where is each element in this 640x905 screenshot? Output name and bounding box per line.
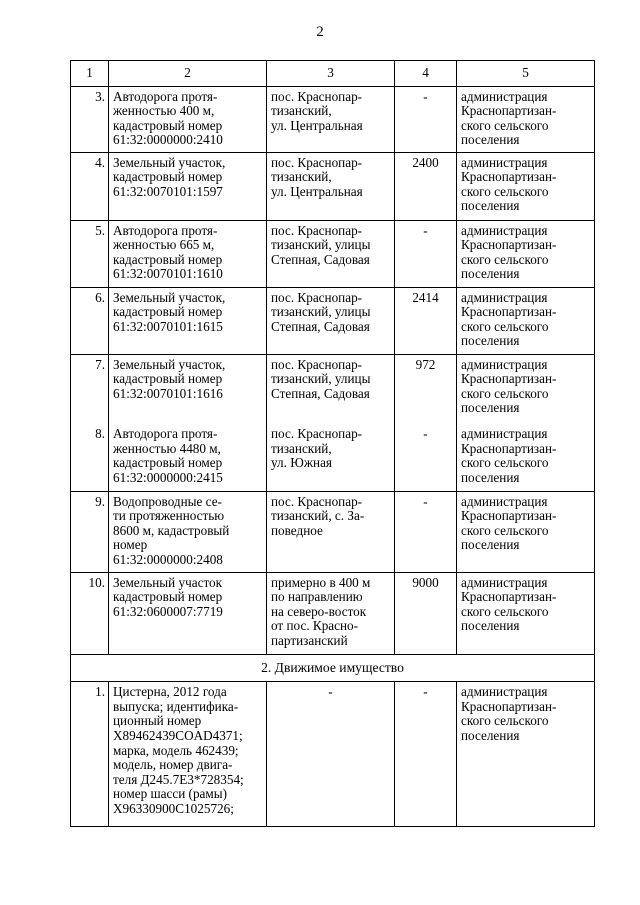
row-area: -: [395, 682, 457, 827]
row-area: 972: [395, 354, 457, 424]
row-number: 6.: [71, 287, 109, 354]
row-number: 7.: [71, 354, 109, 424]
table-row: [71, 491, 595, 572]
row-owner: администрация Краснопартизан- ского сельского поселения: [457, 86, 595, 152]
table-row: [71, 682, 595, 827]
row-area: -: [395, 424, 457, 491]
table-row: [71, 152, 595, 220]
row-number: 8.: [71, 424, 109, 491]
header-col-4: 4: [395, 61, 457, 87]
row-name: Автодорога протя- женностью 665 м, кадастровый номер 61:32:0070101:1610: [109, 220, 267, 287]
row-owner: администрация Краснопартизан- ского сельского поселения: [457, 491, 595, 572]
property-table: [70, 60, 595, 827]
page-number: 2: [316, 24, 324, 40]
row-address: пос. Краснопар- тизанский, с. За- поведное: [267, 491, 395, 572]
row-address: пос. Краснопар- тизанский, улицы Степная, Садовая: [267, 220, 395, 287]
table-header-row: [71, 61, 595, 87]
row-area: 2400: [395, 152, 457, 220]
row-name: Водопроводные се- ти протяженностью 8600 м, кадастровый номер 61:32:0000000:2408: [109, 491, 267, 572]
row-owner: администрация Краснопартизан- ского сельского поселения: [457, 287, 595, 354]
row-name: Земельный участок, кадастровый номер 61:32:0070101:1616: [109, 354, 267, 424]
table-row: [71, 354, 595, 424]
header-col-2: 2: [109, 61, 267, 87]
row-area: -: [395, 491, 457, 572]
row-name: Автодорога протя- женностью 4480 м, кадастровый номер 61:32:0000000:2415: [109, 424, 267, 491]
table-row: [71, 424, 595, 491]
row-owner: администрация Краснопартизан- ского сельского поселения: [457, 220, 595, 287]
row-address: пос. Краснопар- тизанский, улицы Степная, Садовая: [267, 354, 395, 424]
row-owner: администрация Краснопартизан- ского сельского поселения: [457, 152, 595, 220]
row-name: Земельный участок кадастровый номер 61:32:0600007:7719: [109, 572, 267, 654]
header-col-1: 1: [71, 61, 109, 87]
row-number: 1.: [71, 682, 109, 827]
row-number: 10.: [71, 572, 109, 654]
row-address: пос. Краснопар- тизанский, улицы Степная, Садовая: [267, 287, 395, 354]
row-name: Цистерна, 2012 года выпуска; идентифика- ционный номер X89462439COAD4371; марка, модель 462439; модель, номер двига- теля Д245.7Е3*728354; номер шасси (рамы) X96330900C1025726;: [109, 682, 267, 827]
row-number: 9.: [71, 491, 109, 572]
row-area: 2414: [395, 287, 457, 354]
row-address: -: [267, 682, 395, 827]
row-name: Земельный участок, кадастровый номер 61:32:0070101:1615: [109, 287, 267, 354]
row-number: 4.: [71, 152, 109, 220]
row-name: Автодорога протя- женностью 400 м, кадастровый номер 61:32:0000000:2410: [109, 86, 267, 152]
header-col-3: 3: [267, 61, 395, 87]
table-row: [71, 572, 595, 654]
row-owner: администрация Краснопартизан- ского сельского поселения: [457, 682, 595, 827]
table-row: [71, 86, 595, 152]
table-row: [71, 287, 595, 354]
row-address: пос. Краснопар- тизанский, ул. Центральная: [267, 152, 395, 220]
row-area: 9000: [395, 572, 457, 654]
table-row: [71, 220, 595, 287]
row-name: Земельный участок, кадастровый номер 61:32:0070101:1597: [109, 152, 267, 220]
row-owner: администрация Краснопартизан- ского сельского поселения: [457, 424, 595, 491]
row-area: -: [395, 220, 457, 287]
row-number: 5.: [71, 220, 109, 287]
row-area: -: [395, 86, 457, 152]
section-row: [71, 654, 595, 682]
header-col-5: 5: [457, 61, 595, 87]
row-address: примерно в 400 м по направлению на северо-восток от пос. Красно- партизанский: [267, 572, 395, 654]
row-owner: администрация Краснопартизан- ского сельского поселения: [457, 354, 595, 424]
row-number: 3.: [71, 86, 109, 152]
row-owner: администрация Краснопартизан- ского сельского поселения: [457, 572, 595, 654]
row-address: пос. Краснопар- тизанский, ул. Южная: [267, 424, 395, 491]
row-address: пос. Краснопар- тизанский, ул. Центральная: [267, 86, 395, 152]
section-title: 2. Движимое имущество: [71, 654, 595, 682]
